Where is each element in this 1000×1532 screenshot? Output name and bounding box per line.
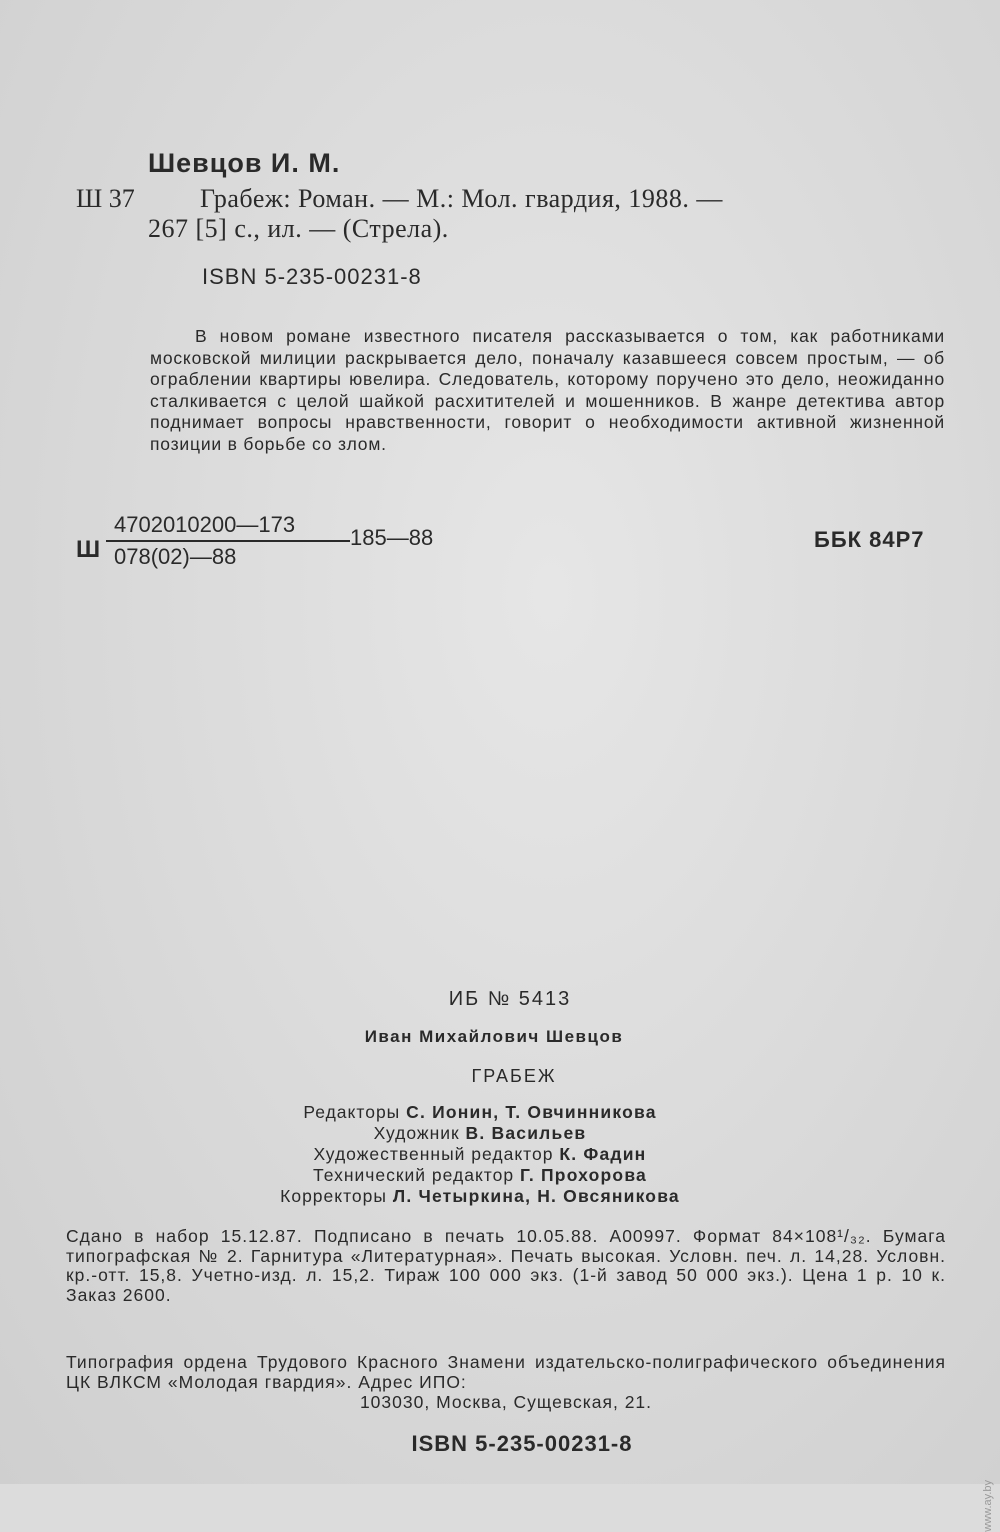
credit-row [180, 1165, 780, 1186]
bbk-code: ББК 84Р7 [814, 527, 925, 552]
index-numerator: 4702010200—173 [114, 512, 296, 537]
credit-names: К. Фадин [559, 1144, 647, 1164]
printer-info [66, 1352, 946, 1412]
credit-row [180, 1102, 780, 1123]
catalog-bibliographic-line-2: 267 [5] с., ил. — (Стрела). [148, 214, 449, 243]
imprint-details: Сдано в набор 15.12.87. Подписано в печать 10.05.88. А00997. Формат 84×108¹/₃₂. Бумага типографская № 2. Гарнитура «Литературная». Печать высокая. Условн. печ. л. 14,28. Условн. кр.-отт. 15,8. Учетно-изд. л. 15,2. Тираж 100 000 экз. (1-й завод 50 000 экз.). Цена 1 р. 10 к. Заказ 2600. [66, 1226, 946, 1305]
site-watermark: www.ay.by [982, 1480, 994, 1532]
credit-role: Редакторы [303, 1102, 401, 1122]
credit-names: С. Ионин, Т. Овчинникова [406, 1102, 657, 1122]
catalog-bibliographic-line-1: Грабеж: Роман. — М.: Мол. гвардия, 1988. — [200, 184, 723, 213]
book-title: ГРАБЕЖ [471, 1066, 557, 1086]
credit-names: В. Васильев [465, 1123, 587, 1143]
printer-address: 103030, Москва, Сущевская, 21. [359, 1392, 653, 1412]
ib-number: ИБ № 5413 [448, 988, 572, 1010]
printer-name: Типография ордена Трудового Красного Знамени издательско-полиграфического объединения ЦК ВЛКСМ «Молодая гвардия». Адрес ИПО: [66, 1352, 946, 1392]
credit-role: Художник [373, 1123, 460, 1143]
credit-row [180, 1123, 780, 1144]
credit-role: Художественный редактор [313, 1144, 554, 1164]
index-lead: Ш [76, 536, 101, 563]
index-tail: 185—88 [350, 525, 434, 550]
annotation-paragraph: В новом романе известного писателя рассказывается о том, как работниками московской милиции раскрывается дело, поначалу казавшееся совсем простым, — об ограблении квартиры ювелира. Следователь, которому поручено это дело, неожиданно сталкивается с целой шайкой расхитителей и мошенников. В жанре детектива автор поднимает вопросы нравственности, говорит о необходимости активной жизненной позиции в борьбе со злом. [150, 326, 945, 454]
credit-role: Технический редактор [313, 1165, 515, 1185]
author-full-name: Иван Михайлович Шевцов [364, 1027, 624, 1046]
credit-names: Г. Прохорова [519, 1165, 647, 1185]
fraction-line [106, 540, 350, 542]
credit-names: Л. Четыркина, Н. Овсяникова [392, 1186, 680, 1206]
catalog-author: Шевцов И. М. [148, 148, 341, 178]
credit-row [180, 1186, 780, 1207]
credit-role: Корректоры [280, 1186, 387, 1206]
isbn-bottom: ISBN 5-235-00231-8 [411, 1431, 633, 1456]
credit-row [180, 1144, 780, 1165]
catalog-isbn: ISBN 5-235-00231-8 [202, 264, 422, 289]
catalog-code: Ш 37 [76, 184, 135, 213]
credits-list [180, 1102, 780, 1207]
index-denominator: 078(02)—88 [114, 544, 237, 569]
